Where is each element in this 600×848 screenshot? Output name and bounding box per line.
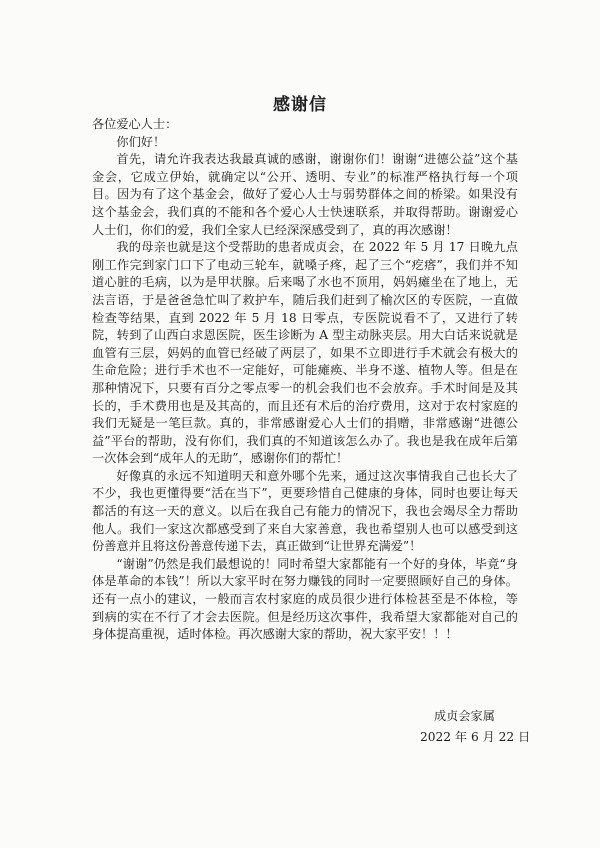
paragraph-mother-illness: 我的母亲也就是这个受帮助的患者成贞会，在 2022 年 5 月 17 日晚九点刚工作完到家门口下了电动三轮车，就嗓子疼，起了三个“疙瘩”，我们并不知道心脏的毛病，以为是甲状腺。后来喝了水也不顶用，妈妈瘫坐在了地上，无法言语，于是爸爸急忙叫了救护车，随后我们赶到了榆次区的专医院，一直做检查等结果，直到 2022 年 5 月 18 日零点，专医院说看不了，又进行了转院，转到了山西白求恩医院，医生诊断为 A 型主动脉夹层。用大白话来说就是血管有三层，妈妈的血管已经破了两层了，如果不立即进行手术就会有极大的生命危险；进行手术也不一定能好，可能瘫痪、半身不遂、植物人等。但是在那种情况下，只要有百分之零点零一的机会我们也不会放弃。手术时间是及其长的，手术费用也是及其高的，而且还有术后的治疗费用，这对于农村家庭的我们无疑是一笔巨款。真的，非常感谢爱心人士们的捐赠，非常感谢“进德公益”平台的帮助，没有你们，我们真的不知道该怎么办了。我也是我在成年后第一次体会到“成年人的无助”，感谢你们的帮忙！ — [92, 240, 518, 466]
salutation: 各位爱心人士： — [92, 117, 178, 131]
paragraph-closing-wishes: “谢谢”仍然是我们最想说的！同时希望大家都能有一个好的身体，毕竟“身体是革命的本钱”！所以大家平时在努力赚钱的同时一定要照顾好自己的身体。还有一点小的建议，一般而言农村家庭的成员很少进行体检甚至是不体检，等到病的实在不行了才会去医院。但是经历这次事件，我希望大家都能对自己的身体提高重视，适时体检。再次感谢大家的帮助，祝大家平安！！！ — [92, 556, 518, 642]
signature-name: 成贞会家属 — [434, 709, 495, 723]
paragraph-thanks-foundation: 首先，请允许我表达我最真诚的感谢，谢谢你们！谢谢“进德公益”这个基金会，它成立伊始，就确定以“公开、透明、专业”的标准严格执行每一个项目。因为有了这个基金会，做好了爱心人士与弱势群体之间的桥梁。如果没有这个基金会，我们真的不能和各个爱心人士快速联系，并取得帮助。谢谢爱心人士们，你们的爱，我们全家人已经深深感受到了，真的再次感谢！ — [92, 152, 518, 237]
paragraph-reflection: 好像真的永远不知道明天和意外哪个先来，通过这次事情我自己也长大了不少，我也更懂得要“活在当下”，更要珍惜自己健康的身体，同时也要让每天都活的有这一天的意义。以后在我自己有能力的情况下，我也会竭尽全力帮助他人。我们一家这次都感受到了来自大家善意，我也希望别人也可以感受到这份善意并且将这份善意传递下去，真正做到“让世界充满爱”！ — [92, 468, 518, 554]
letter-title: 感谢信 — [273, 95, 327, 115]
letter-body — [92, 116, 518, 644]
signature-block — [420, 706, 540, 748]
signature-date: 2022 年 6 月 22 日 — [420, 730, 531, 744]
greeting: 你们好！ — [116, 134, 166, 149]
